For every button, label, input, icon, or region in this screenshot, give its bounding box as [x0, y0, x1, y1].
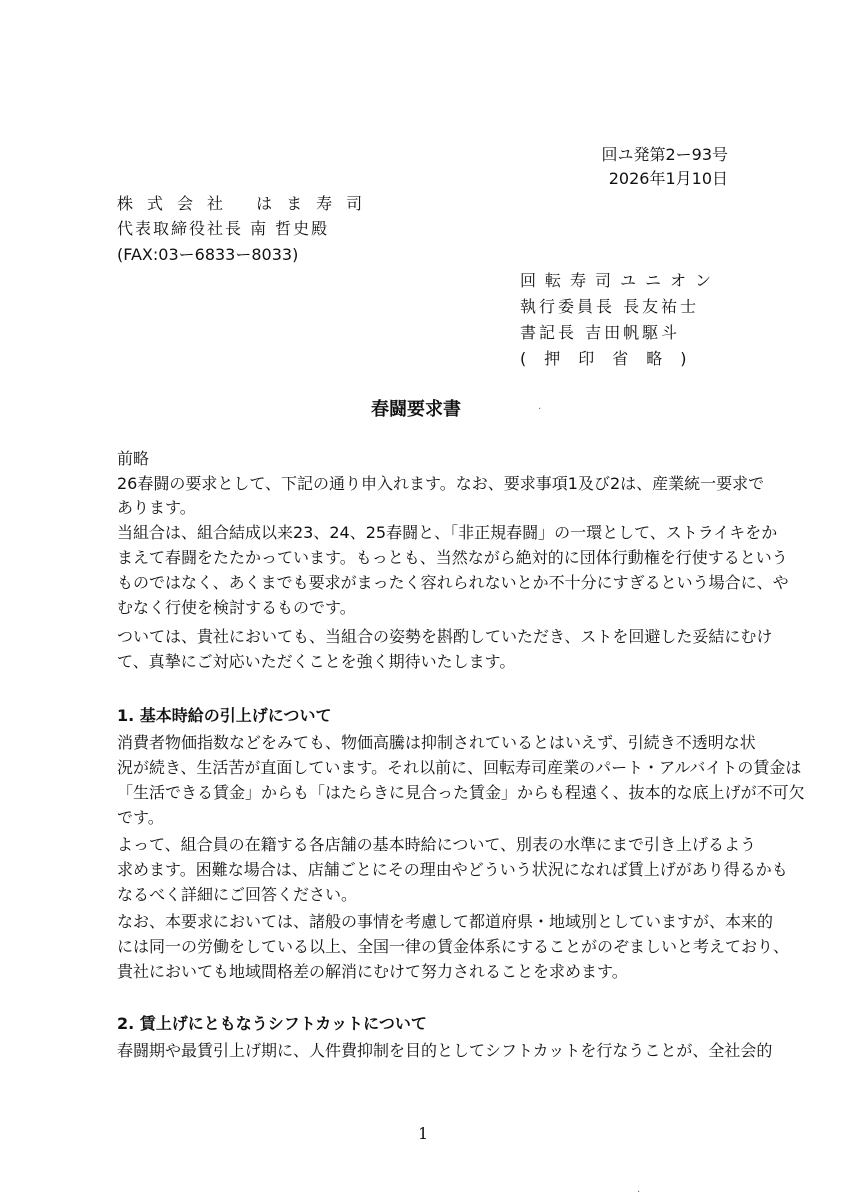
section1-line: 「生活できる賃金」からも「はたらきに見合った賃金」からも程遠く、抜本的な底上げが不可欠: [117, 783, 805, 802]
intro-line: むなく行使を検討するものです。: [117, 598, 356, 617]
intro-line: て、真摯にご対応いただくことを強く期待いたします。: [117, 652, 516, 671]
recipient-representative: 代表取締役社長 南 哲史殿: [117, 219, 330, 238]
section1-line: なるべく詳細にご回答ください。: [117, 885, 358, 904]
intro-line: ものではなく、あくまでも要求がまったく容れられないとか不十分にすぎるという場合に、や: [117, 573, 789, 592]
intro-line: 当組合は、組合結成以来23、24、25春闘と、「非正規春闘」の一環として、ストライキをか: [117, 523, 778, 542]
intro-line: ついては、貴社においても、当組合の姿勢を斟酌していただき、ストを回避した妥結にむけ: [117, 627, 773, 646]
scan-mark: ·: [637, 1187, 641, 1198]
section2-heading: 2. 賃上げにともなうシフトカットについて: [117, 1014, 427, 1033]
section1-line: 貴社においても地域間格差の解消にむけて努力されることを求めます。: [117, 962, 628, 981]
seal-omitted-note: (押印省略): [520, 349, 705, 368]
page-number: 1: [418, 1124, 429, 1143]
recipient-company: 株式会社 はま寿司: [117, 194, 377, 213]
intro-line: まえて春闘をたたかっています。もっとも、当然ながら絶対的に団体行動権を行使するという: [117, 548, 788, 567]
intro-line: 26春闘の要求として、下記の通り申入れます。なお、要求事項1及び2は、産業統一要求で: [117, 474, 765, 493]
salutation: 前略: [117, 449, 150, 468]
section1-line: には同一の労働をしている以上、全国一律の賃金体系にすることがのぞましいと考えており、: [117, 937, 790, 956]
sender-chair: 執行委員長 長友祐士: [520, 297, 700, 316]
section1-line: よって、組合員の在籍する各店舗の基本時給について、別表の水準にまで引き上げるよう: [117, 835, 757, 854]
section1-line: です。: [117, 808, 164, 827]
scan-mark: ·: [538, 404, 542, 415]
section1-line: なお、本要求においては、諸般の事情を考慮して都道府県・地域別としていますが、本来的: [117, 912, 774, 931]
document-number: 回ユ発第2ー93号: [601, 145, 728, 164]
section1-line: 求めます。困難な場合は、店舗ごとにその理由やどういう状況になれば賃上げがあり得るかも: [117, 860, 788, 879]
section1-line: 況が続き、生活苦が直面しています。それ以前に、回転寿司産業のパート・アルバイトの賃金は: [117, 758, 802, 777]
section1-heading: 1. 基本時給の引上げについて: [117, 706, 332, 725]
sender-secretary: 書記長 吉田帆駆斗: [520, 323, 681, 342]
document-date: 2026年1月10日: [608, 169, 728, 188]
sender-union: 回転寿司ユニオン: [520, 271, 721, 290]
recipient-fax: (FAX:03ー6833ー8033): [117, 245, 299, 264]
intro-line: あります。: [117, 498, 196, 517]
section2-line: 春闘期や最賃引上げ期に、人件費抑制を目的としてシフトカットを行なうことが、全社会的: [117, 1041, 773, 1060]
document-title: 春闘要求書: [371, 399, 461, 420]
section1-line: 消費者物価指数などをみても、物価高騰は抑制されているとはいえず、引続き不透明な状: [117, 733, 756, 752]
